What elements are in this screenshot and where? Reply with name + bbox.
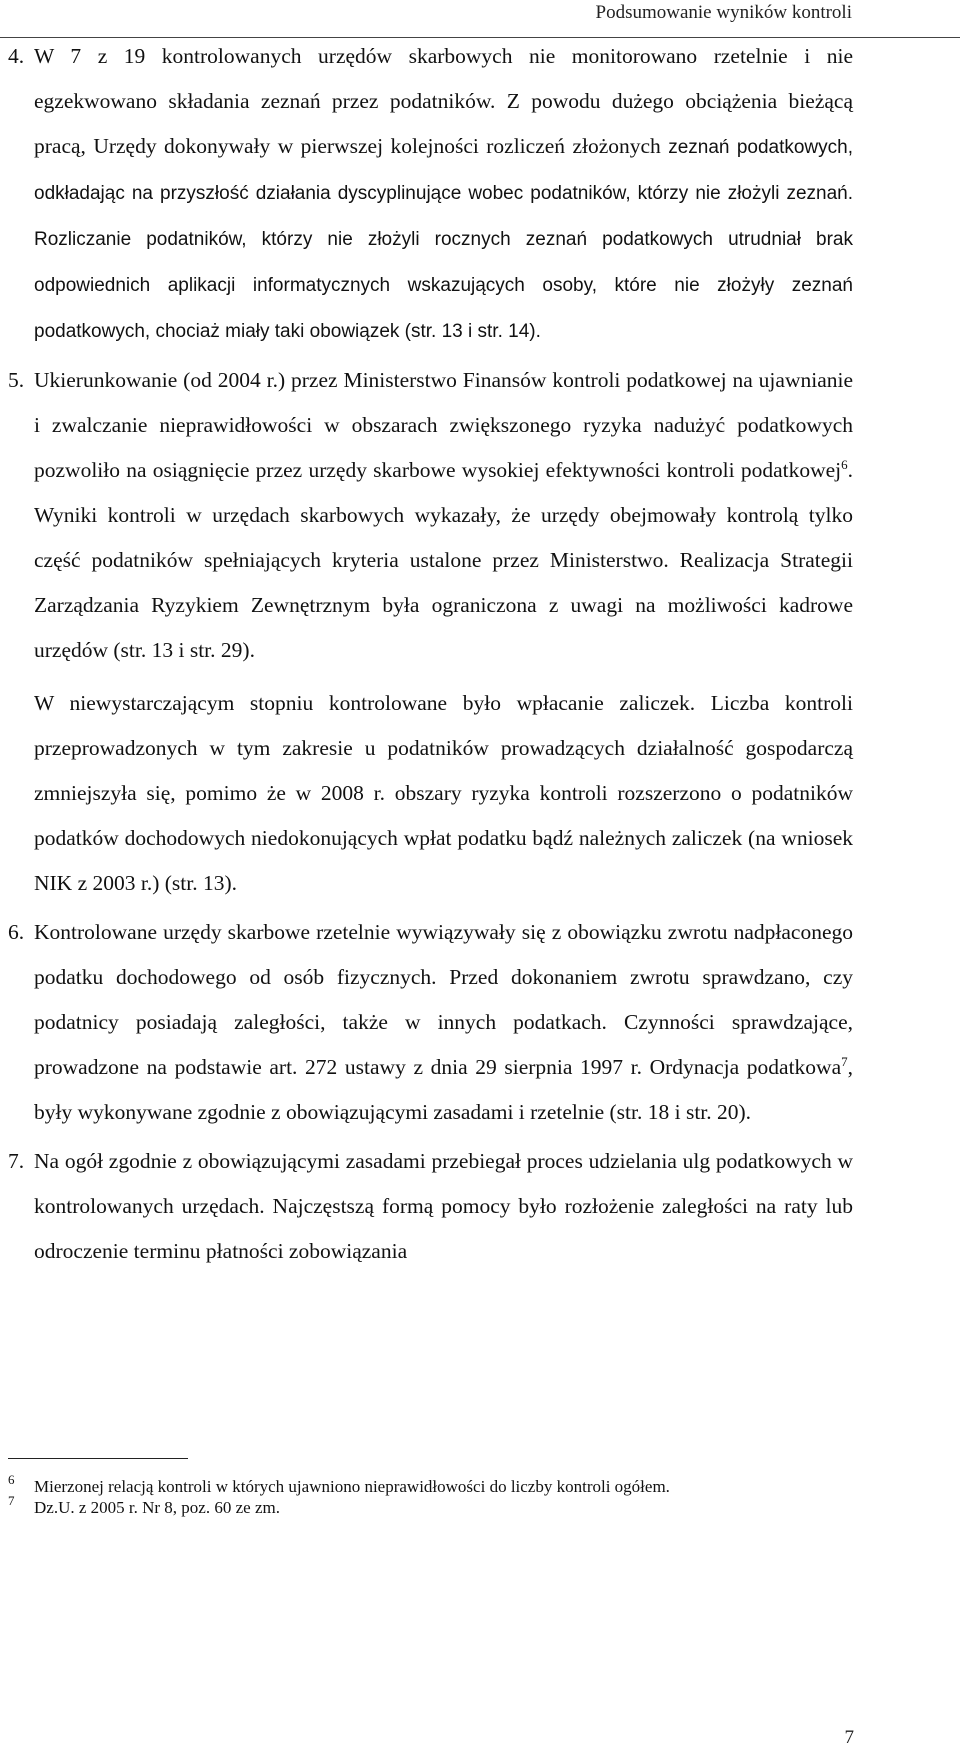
footnotes (0, 1472, 960, 1518)
paragraph-text: Kontrolowane urzędy skarbowe rzetelnie wywiązywały się z obowiązku zwrotu nadpłaconego podatku dochodowego od osób fizycznych. Przed dokonaniem zwrotu sprawdzano, czy podatnicy posiadają zaległości, także w innych podatkach. Czynności sprawdzające, prowadzone na podstawie art. 272 ustawy z dnia 29 sierpnia 1997 r. Ordynacja podatkowa (34, 920, 853, 1079)
footnote-ref-7[interactable]: 7 (841, 1053, 848, 1069)
footnote-mark: 6 (8, 1472, 15, 1487)
paragraph-number: 4. (8, 44, 25, 68)
paragraph-number: 7. (8, 1149, 25, 1173)
paragraph-6 (0, 910, 960, 1135)
footnote-ref-6[interactable]: 6 (841, 456, 848, 472)
paragraph-text: , były wykonywane zgodnie z obowiązującymi zasadami i rzetelnie (str. 18 i str. 20). (34, 1055, 853, 1124)
paragraph-text: Rozliczanie podatników, którzy nie złożyli rocznych zeznań podatkowych utrudniał brak odpowiednich aplikacji informatycznych wskazujących osoby, które nie złożyły zeznań podatkowych, chociaż miały taki obowiązek (str. 13 i str. 14). (34, 229, 853, 342)
footnote-rule (8, 1458, 188, 1459)
footnote-mark: 7 (8, 1493, 15, 1508)
footnote-7 (0, 1493, 960, 1518)
paragraph-number: 6. (8, 920, 25, 944)
footnote-text: Mierzonej relacją kontroli w których ujawniono nieprawidłowości do liczby kontroli ogółem. (34, 1477, 670, 1496)
footnote-6 (0, 1472, 960, 1497)
paragraph-number: 5. (8, 368, 25, 392)
page-body (0, 34, 960, 1274)
paragraph-text: W niewystarczającym stopniu kontrolowane było wpłacanie zaliczek. Liczba kontroli przeprowadzonych w tym zakresie u podatników prowadzących działalność gospodarczą zmniejszyła się, pomimo że w 2008 r. obszary ryzyka kontroli rozszerzono o podatników podatków dochodowych niedokonujących wpłat podatku bądź należnych zaliczek (na wniosek NIK z 2003 r.) (str. 13). (34, 691, 853, 895)
page-number: 7 (844, 1727, 854, 1748)
paragraph-text: . Wyniki kontroli w urzędach skarbowych wykazały, że urzędy obejmowały kontrolą tylko część podatników spełniających kryteria ustalone przez Ministerstwo. Realizacja Strategii Zarządzania Ryzykiem Zewnętrznym była ograniczona z uwagi na możliwości kadrowe urzędów (str. 13 i str. 29). (34, 458, 853, 662)
paragraph-4 (0, 34, 960, 354)
paragraph-text: Na ogół zgodnie z obowiązującymi zasadami przebiegał proces udzielania ulg podatkowych w kontrolowanych urzędach. Najczęstszą formą pomocy było rozłożenie zaległości na raty lub odroczenie terminu płatności zobowiązania (34, 1149, 853, 1263)
paragraph-5-continued (0, 681, 960, 906)
paragraph-text: W 7 z 19 kontrolowanych urzędów skarbowych nie monitorowano rzetelnie i nie egzekwowano składania zeznań przez podatników. Z powodu dużego obciążenia bieżącą pracą, Urzędy dokonywały w pierwszej kolejności rozliczeń złożonych (34, 44, 853, 158)
paragraph-7 (0, 1139, 960, 1274)
paragraph-5 (0, 358, 960, 673)
paragraph-text: Ukierunkowanie (od 2004 r.) przez Ministerstwo Finansów kontroli podatkowej na ujawnianie i zwalczanie nieprawidłowości w obszarach zwiększonego ryzyka nadużyć podatkowych pozwoliło na osiągnięcie przez urzędy skarbowe wysokiej efektywności kontroli podatkowej (34, 368, 853, 482)
paragraph-text: zeznań podatkowych, odkładając na przyszłość działania dyscyplinujące wobec podatników, którzy nie złożyli zeznań. (34, 137, 854, 204)
running-header: Podsumowanie wyników kontroli (595, 2, 852, 23)
footnote-text: Dz.U. z 2005 r. Nr 8, poz. 60 ze zm. (34, 1498, 280, 1517)
